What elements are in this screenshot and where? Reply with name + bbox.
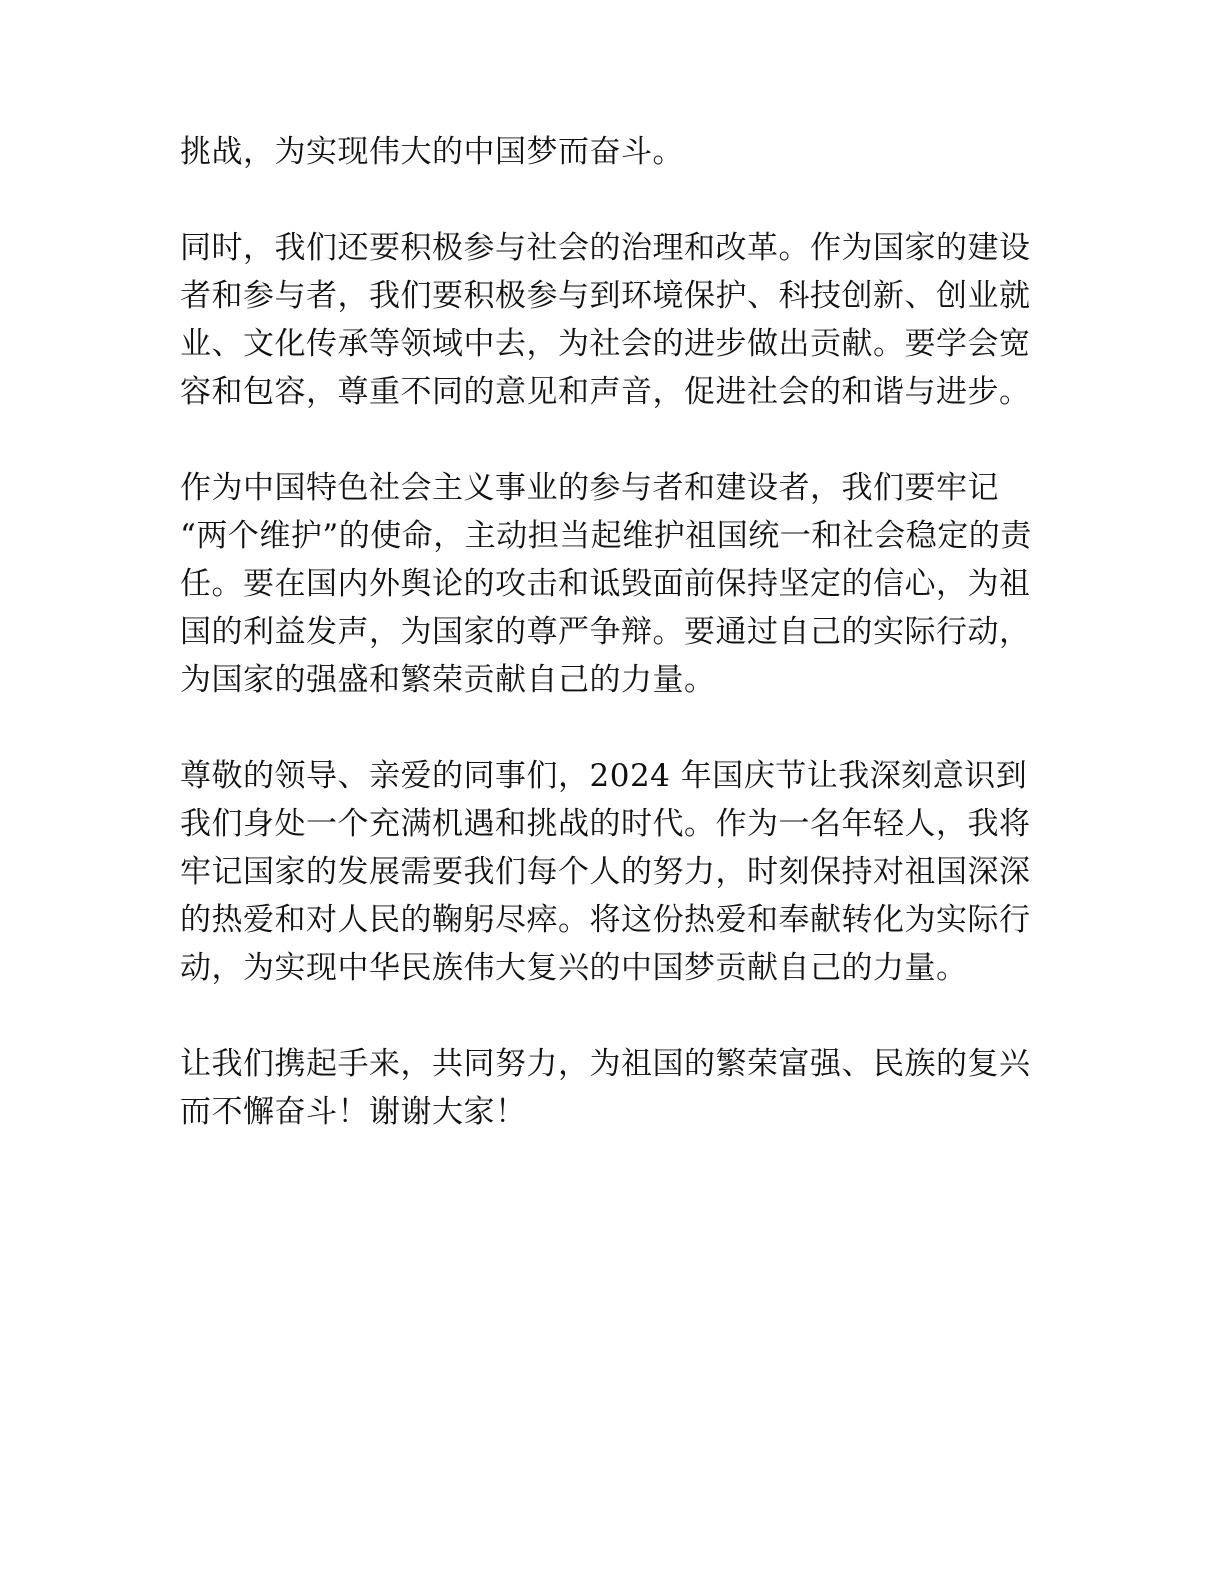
text-line: 同时，我们还要积极参与社会的治理和改革。作为国家的建设 xyxy=(180,230,1031,266)
text-line: 为国家的强盛和繁荣贡献自己的力量。 xyxy=(180,662,716,698)
text-line: 我们身处一个充满机遇和挑战的时代。作为一名年轻人，我将 xyxy=(180,806,1031,842)
text-line: 让我们携起手来，共同努力，为祖国的繁荣富强、民族的复兴 xyxy=(180,1046,1031,1082)
text-line: 而不懈奋斗！谢谢大家！ xyxy=(180,1094,527,1130)
text-line: 任。要在国内外舆论的攻击和诋毁面前保持坚定的信心，为祖 xyxy=(180,566,1031,602)
paragraph-4 xyxy=(180,752,1040,992)
text-line: 尊敬的领导、亲爱的同事们，2024 年国庆节让我深刻意识到 xyxy=(180,758,1028,794)
text-line: 容和包容，尊重不同的意见和声音，促进社会的和谐与进步。 xyxy=(180,374,1031,410)
paragraph-2 xyxy=(180,224,1040,416)
text-line: 的热爱和对人民的鞠躬尽瘁。将这份热爱和奉献转化为实际行 xyxy=(180,902,1031,938)
text-line: 动，为实现中华民族伟大复兴的中国梦贡献自己的力量。 xyxy=(180,950,968,986)
text-line: “两个维护”的使命，主动担当起维护祖国统一和社会稳定的责 xyxy=(180,518,1032,554)
text-line: 业、文化传承等领域中去，为社会的进步做出贡献。要学会宽 xyxy=(180,326,1031,362)
paragraph-1 xyxy=(180,128,1040,176)
text-line: 挑战，为实现伟大的中国梦而奋斗。 xyxy=(180,134,684,170)
text-line: 牢记国家的发展需要我们每个人的努力，时刻保持对祖国深深 xyxy=(180,854,1031,890)
text-line: 国的利益发声，为国家的尊严争辩。要通过自己的实际行动， xyxy=(180,614,1031,650)
paragraph-5 xyxy=(180,1040,1040,1136)
document-body xyxy=(180,128,1040,1184)
paragraph-3 xyxy=(180,464,1040,704)
text-line: 者和参与者，我们要积极参与到环境保护、科技创新、创业就 xyxy=(180,278,1031,314)
text-line: 作为中国特色社会主义事业的参与者和建设者，我们要牢记 xyxy=(180,470,999,506)
